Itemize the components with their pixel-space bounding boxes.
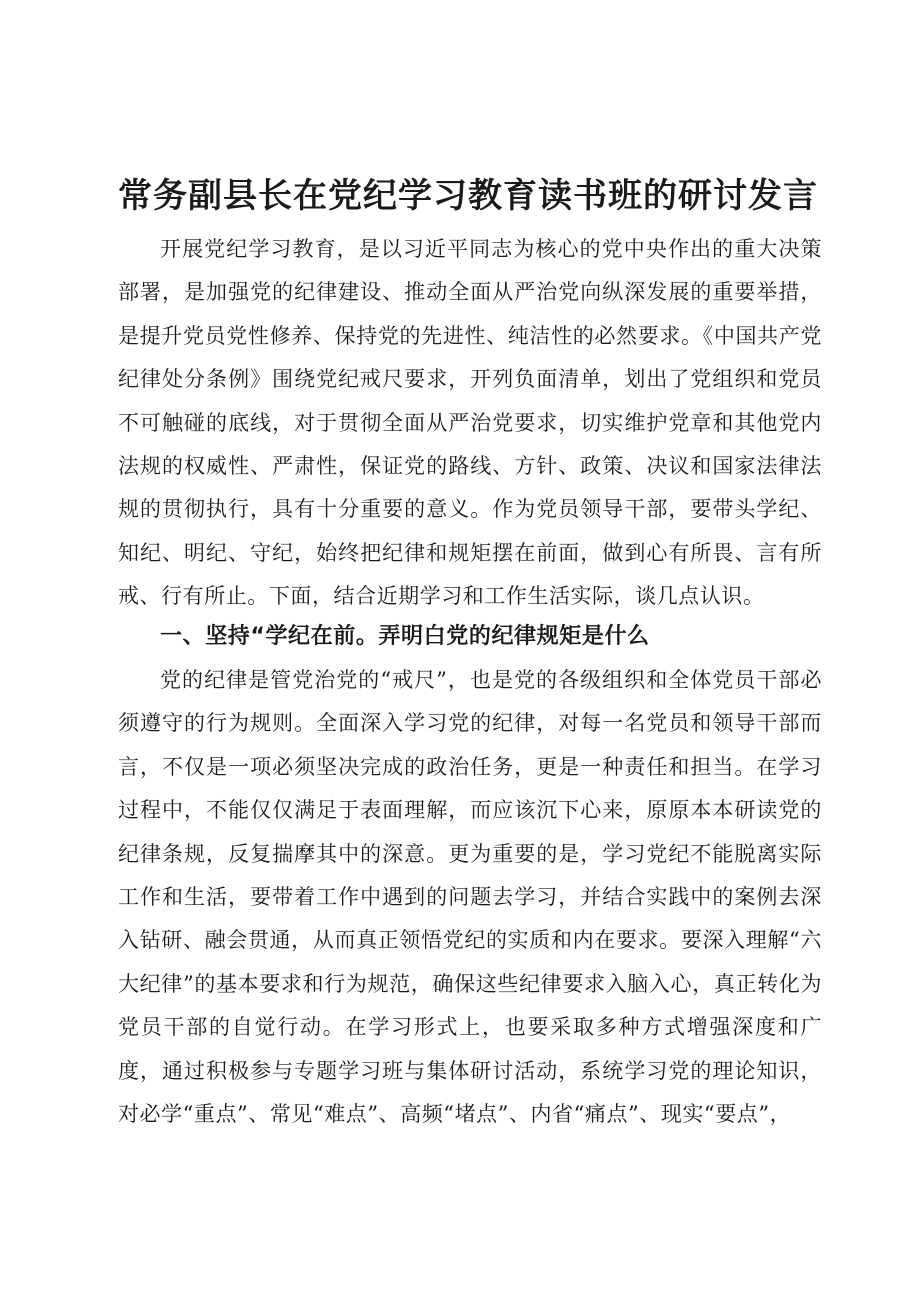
- section-one-paragraph: 党的纪律是管党治党的“戒尺”，也是党的各级组织和全体党员干部必须遵守的行为规则。全面深入学习党的纪律，对每一名党员和领导干部而言，不仅是一项必须坚决完成的政治任务，更是一种责任和担当。在学习过程中，不能仅仅满足于表面理解，而应该沉下心来，原原本本研读党的纪律条规，反复揣摩其中的深意。更为重要的是，学习党纪不能脱离实际工作和生活，要带着工作中遇到的问题去学习，并结合实践中的案例去深入钻研、融会贯通，从而真正领悟党纪的实质和内在要求。要深入理解“六大纪律”的基本要求和行为规范，确保这些纪律要求入脑入心，真正转化为党员干部的自觉行动。在学习形式上，也要采取多种方式增强深度和广度，通过积极参与专题学习班与集体研讨活动，系统学习党的理论知识，对必学“重点”、常见“难点”、高频“堵点”、内省“痛点”、现实“要点”，: [118, 668, 822, 1127]
- section-heading-one: 一、坚持“学纪在前。弄明白党的纪律规矩是什么: [160, 624, 650, 649]
- intro-paragraph: 开展党纪学习教育，是以习近平同志为核心的党中央作出的重大决策部署，是加强党的纪律建设、推动全面从严治党向纵深发展的重要举措，是提升党员党性修养、保持党的先进性、纯洁性的必然要求。《中国共产党纪律处分条例》围绕党纪戒尺要求，开列负面清单，划出了党组织和党员不可触碰的底线，对于贯彻全面从严治党要求，切实维护党章和其他党内法规的权威性、严肃性，保证党的路线、方针、政策、决议和国家法律法规的贯彻执行，具有十分重要的意义。作为党员领导干部，要带头学纪、知纪、明纪、守纪，始终把纪律和规矩摆在前面，做到心有所畏、言有所戒、行有所止。下面，结合近期学习和工作生活实际，谈几点认识。: [118, 237, 822, 609]
- document-title: 常务副县长在党纪学习教育读书班的研讨发言: [118, 176, 818, 216]
